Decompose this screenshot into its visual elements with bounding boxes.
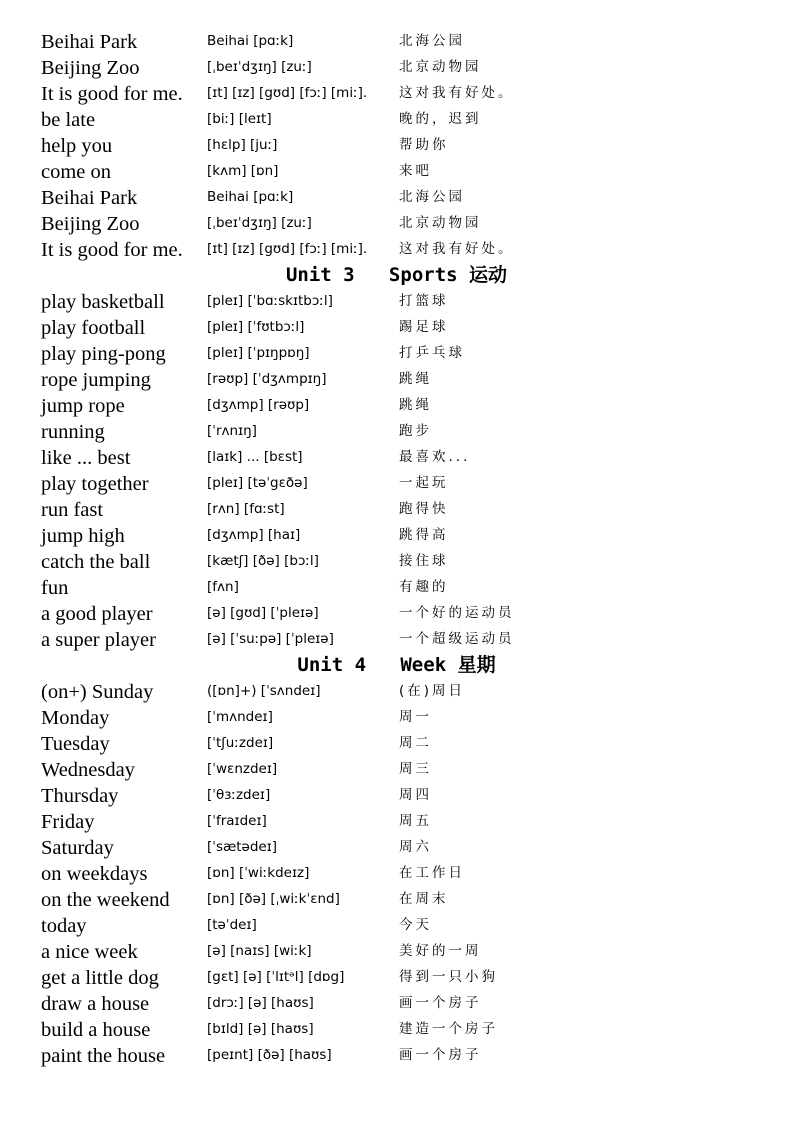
chinese-translation: 接住球 [399,553,449,569]
chinese-translation: 画一个房子 [399,1047,482,1063]
phonetic-transcription: [kʌm] [ɒn] [207,163,279,179]
vocabulary-page [0,28,793,1068]
chinese-translation: 在周末 [399,891,449,907]
phonetic-transcription: [kætʃ] [ðə] [bɔːl] [207,553,319,569]
phonetic-transcription: [ɪt] [ɪz] [gʊd] [fɔː] [miː]. [207,85,368,101]
chinese-translation: 最喜欢... [399,449,471,465]
vocab-row [0,158,793,184]
phonetic-transcription: Beihai [pɑːk] [207,33,294,49]
vocab-row [0,756,793,782]
phonetic-transcription: [bɪld] [ə] [haʊs] [207,1021,314,1037]
english-phrase: jump high [41,525,125,547]
vocab-row [0,730,793,756]
vocab-row [0,288,793,314]
phonetic-transcription: [biː] [leɪt] [207,111,272,127]
vocab-row [0,990,793,1016]
english-phrase: running [41,421,105,443]
chinese-translation: 建造一个房子 [399,1021,498,1037]
chinese-translation: 北海公园 [399,33,465,49]
english-phrase: today [41,915,87,937]
english-phrase: on weekdays [41,863,148,885]
vocab-row [0,964,793,990]
phonetic-transcription: [ˈfraɪdeɪ] [207,813,267,829]
vocab-row [0,392,793,418]
chinese-translation: 周一 [399,709,432,725]
vocab-row [0,418,793,444]
phonetic-transcription: [ˈwɛnzdeɪ] [207,761,278,777]
vocab-row [0,678,793,704]
english-phrase: (on+) Sunday [41,681,154,703]
phonetic-transcription: [dʒʌmp] [haɪ] [207,527,301,543]
vocab-row [0,938,793,964]
phonetic-transcription: [ˈθɜːzdeɪ] [207,787,271,803]
chinese-translation: 跳绳 [399,397,432,413]
chinese-translation: 有趣的 [399,579,449,595]
english-phrase: Beihai Park [41,31,138,53]
phonetic-transcription: [ə] [gʊd] [ˈpleɪə] [207,605,319,621]
vocab-row [0,886,793,912]
chinese-translation: 跑得快 [399,501,449,517]
phonetic-transcription: [ˈsætədeɪ] [207,839,278,855]
chinese-translation: 美好的一周 [399,943,482,959]
phonetic-transcription: [fʌn] [207,579,239,595]
english-phrase: Friday [41,811,95,833]
english-phrase: rope jumping [41,369,151,391]
chinese-translation: 踢足球 [399,319,449,335]
chinese-translation: 画一个房子 [399,995,482,1011]
phonetic-transcription: [ə] [naɪs] [wiːk] [207,943,312,959]
english-phrase: paint the house [41,1045,166,1067]
vocab-row [0,574,793,600]
vocab-row [0,444,793,470]
phonetic-transcription: [ɪt] [ɪz] [gʊd] [fɔː] [miː]. [207,241,368,257]
phonetic-transcription: [rʌn] [fɑːst] [207,501,285,517]
english-phrase: on the weekend [41,889,170,911]
vocab-row [0,1016,793,1042]
english-phrase: It is good for me. [41,239,183,261]
chinese-translation: 周四 [399,787,432,803]
chinese-translation: 这对我有好处。 [399,241,515,257]
english-phrase: catch the ball [41,551,151,573]
unit-heading: Unit 3 Sports 运动 [285,264,508,286]
english-phrase: play basketball [41,291,165,313]
chinese-translation: 在工作日 [399,865,465,881]
vocab-row [0,808,793,834]
english-phrase: help you [41,135,113,157]
english-phrase: draw a house [41,993,150,1015]
vocab-row [0,860,793,886]
phonetic-transcription: [pleɪ] [təˈgɛðə] [207,475,308,491]
phonetic-transcription: [ˈmʌndeɪ] [207,709,273,725]
vocab-row [0,496,793,522]
english-phrase: play football [41,317,146,339]
unit-heading: Unit 4 Week 星期 [297,654,496,676]
english-phrase: Beijing Zoo [41,57,140,79]
english-phrase: run fast [41,499,104,521]
chinese-translation: 跳绳 [399,371,432,387]
english-phrase: a good player [41,603,153,625]
chinese-translation: 周六 [399,839,432,855]
phonetic-transcription: [laɪk] ... [bɛst] [207,449,303,465]
phonetic-transcription: [təˈdeɪ] [207,917,257,933]
vocab-row [0,1042,793,1068]
phonetic-transcription: Beihai [pɑːk] [207,189,294,205]
chinese-translation: 周五 [399,813,432,829]
vocab-row [0,184,793,210]
phonetic-transcription: [rəʊp] [ˈdʒʌmpɪŋ] [207,371,327,387]
vocab-row [0,366,793,392]
english-phrase: It is good for me. [41,83,183,105]
vocab-row [0,470,793,496]
english-phrase: Thursday [41,785,119,807]
phonetic-transcription: [ə] [ˈsuːpə] [ˈpleɪə] [207,631,334,647]
chinese-translation: 打篮球 [399,293,449,309]
vocab-row [0,626,793,652]
english-phrase: play ping-pong [41,343,166,365]
phonetic-transcription: [pleɪ] [ˈfʊtbɔːl] [207,319,305,335]
english-phrase: build a house [41,1019,151,1041]
chinese-translation: 周三 [399,761,432,777]
english-phrase: get a little dog [41,967,159,989]
phonetic-transcription: [ˈrʌnɪŋ] [207,423,257,439]
vocab-row [0,782,793,808]
vocab-row [0,28,793,54]
phonetic-transcription: [pleɪ] [ˈpɪŋpɒŋ] [207,345,310,361]
chinese-translation: 一起玩 [399,475,449,491]
chinese-translation: 一个好的运动员 [399,605,515,621]
phonetic-transcription: [ˈtʃuːzdeɪ] [207,735,274,751]
english-phrase: Beijing Zoo [41,213,140,235]
vocab-row [0,210,793,236]
english-phrase: a super player [41,629,156,651]
vocab-row [0,912,793,938]
vocab-row [0,54,793,80]
chinese-translation: (在)周日 [399,683,466,699]
phonetic-transcription: [ˌbeɪˈdʒɪŋ] [zuː] [207,215,312,231]
chinese-translation: 打乒乓球 [399,345,465,361]
phonetic-transcription: ([ɒn]+) [ˈsʌndeɪ] [207,683,321,699]
phonetic-transcription: [ˌbeɪˈdʒɪŋ] [zuː] [207,59,312,75]
phonetic-transcription: [gɛt] [ə] [ˈlɪtᵊl] [dɒg] [207,969,345,985]
english-phrase: like ... best [41,447,131,469]
english-phrase: be late [41,109,96,131]
english-phrase: come on [41,161,112,183]
vocab-row [0,314,793,340]
phonetic-transcription: [pleɪ] [ˈbɑːskɪtbɔːl] [207,293,333,309]
chinese-translation: 得到一只小狗 [399,969,498,985]
english-phrase: Tuesday [41,733,110,755]
english-phrase: fun [41,577,69,599]
vocab-row [0,80,793,106]
chinese-translation: 北京动物园 [399,215,482,231]
vocab-row [0,834,793,860]
chinese-translation: 晚的，迟到 [399,111,482,127]
english-phrase: Monday [41,707,110,729]
vocab-row [0,132,793,158]
english-phrase: jump rope [41,395,125,417]
chinese-translation: 跳得高 [399,527,449,543]
chinese-translation: 跑步 [399,423,432,439]
phonetic-transcription: [drɔː] [ə] [haʊs] [207,995,314,1011]
english-phrase: Beihai Park [41,187,138,209]
vocab-row [0,600,793,626]
phonetic-transcription: [ɒn] [ðə] [ˌwiːkˈɛnd] [207,891,340,907]
chinese-translation: 帮助你 [399,137,449,153]
vocab-row [0,548,793,574]
english-phrase: play together [41,473,149,495]
vocab-row [0,522,793,548]
vocab-row [0,106,793,132]
chinese-translation: 来吧 [399,163,432,179]
chinese-translation: 北京动物园 [399,59,482,75]
vocab-row [0,236,793,262]
chinese-translation: 今天 [399,917,432,933]
chinese-translation: 周二 [399,735,432,751]
phonetic-transcription: [ɒn] [ˈwiːkdeɪz] [207,865,310,881]
vocab-row [0,340,793,366]
english-phrase: Wednesday [41,759,135,781]
chinese-translation: 北海公园 [399,189,465,205]
chinese-translation: 一个超级运动员 [399,631,515,647]
english-phrase: Saturday [41,837,114,859]
chinese-translation: 这对我有好处。 [399,85,515,101]
english-phrase: a nice week [41,941,138,963]
phonetic-transcription: [hɛlp] [juː] [207,137,278,153]
phonetic-transcription: [peɪnt] [ðə] [haʊs] [207,1047,332,1063]
phonetic-transcription: [dʒʌmp] [rəʊp] [207,397,310,413]
vocab-row [0,704,793,730]
